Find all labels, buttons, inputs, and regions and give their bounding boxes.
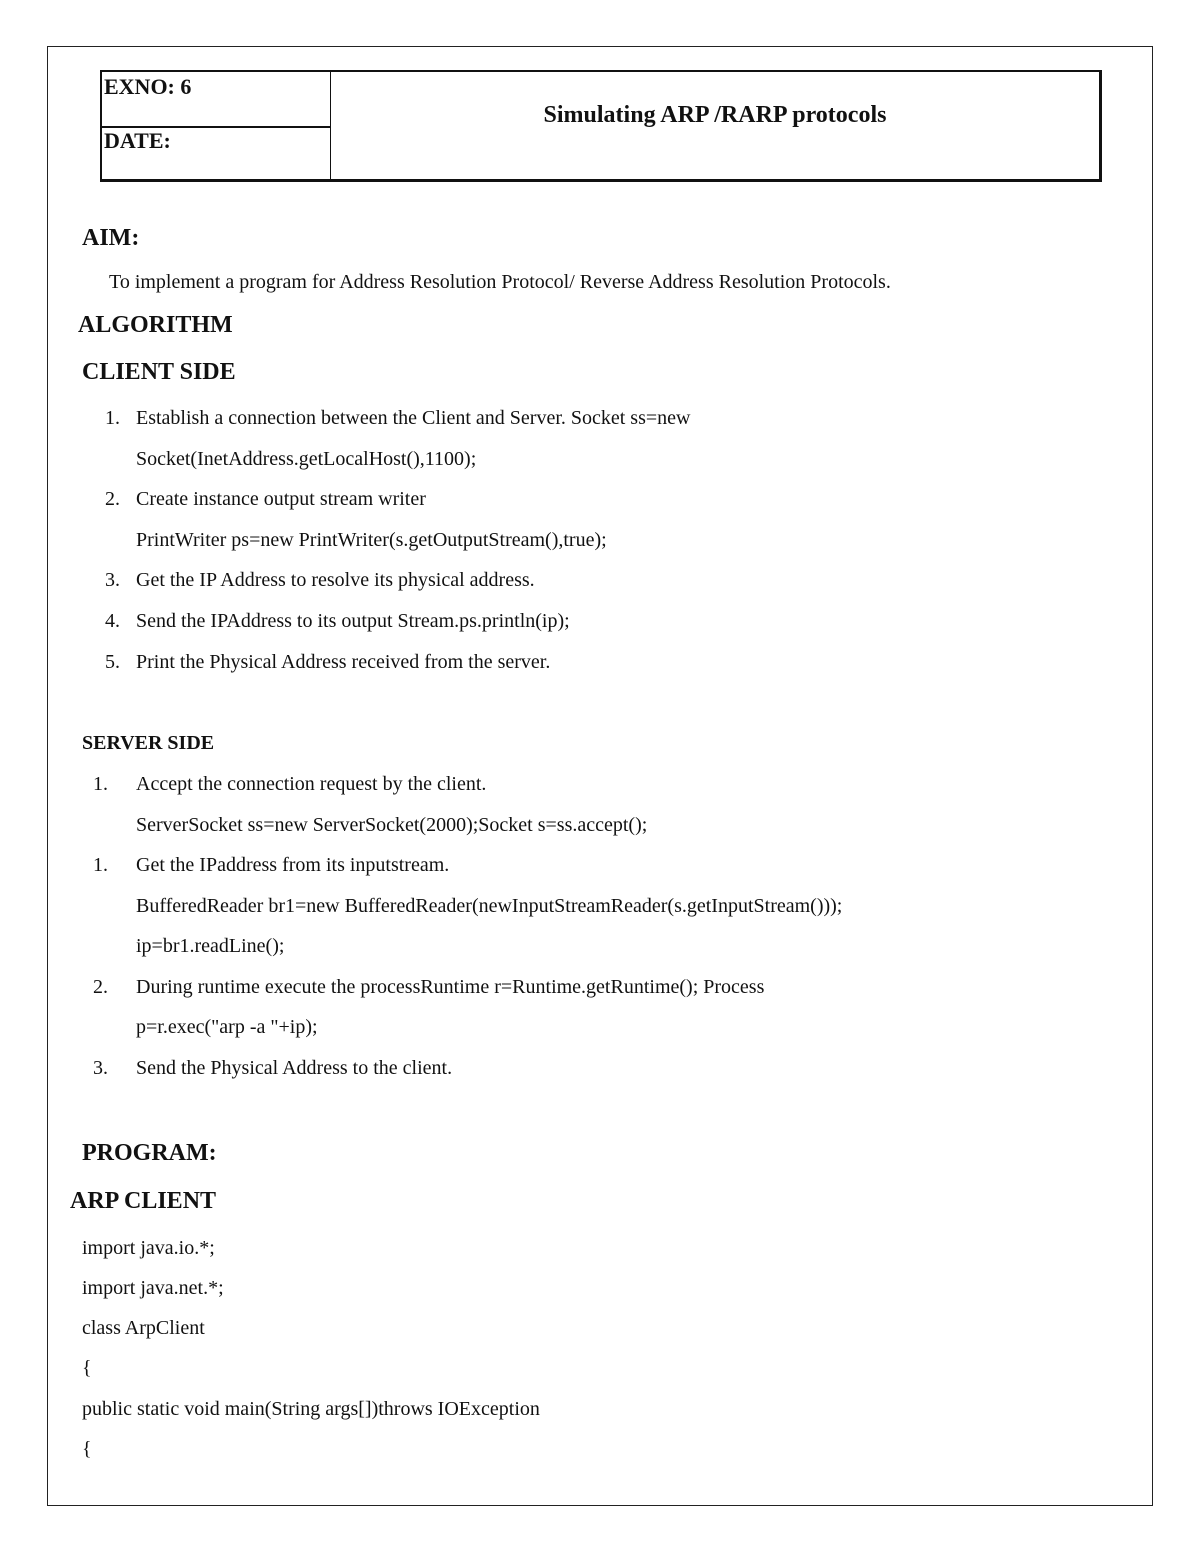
client-step-number: 5. xyxy=(105,651,120,673)
client-step-number: 1. xyxy=(105,407,120,429)
server-step-line: Send the Physical Address to the client. xyxy=(136,1057,453,1079)
exno-label: EXNO: 6 xyxy=(102,74,330,128)
aim-text: To implement a program for Address Resolution Protocol/ Reverse Address Resolution Protocols. xyxy=(109,271,891,293)
client-step-line: Establish a connection between the Client and Server. Socket ss=new xyxy=(136,407,691,429)
server-side-heading: SERVER SIDE xyxy=(82,732,215,754)
client-step-line: Create instance output stream writer xyxy=(136,488,426,510)
code-line: { xyxy=(82,1357,92,1379)
program-heading: PROGRAM: xyxy=(82,1140,217,1166)
server-step-line: During runtime execute the processRuntime r=Runtime.getRuntime(); Process xyxy=(136,976,765,998)
code-line: class ArpClient xyxy=(82,1317,205,1339)
server-step-line: Get the IPaddress from its inputstream. xyxy=(136,854,450,876)
client-step-line: Socket(InetAddress.getLocalHost(),1100); xyxy=(136,448,477,470)
server-step-number: 1. xyxy=(93,854,108,876)
client-step-line: PrintWriter ps=new PrintWriter(s.getOutputStream(),true); xyxy=(136,529,607,551)
server-step-line: BufferedReader br1=new BufferedReader(newInputStreamReader(s.getInputStream())); xyxy=(136,895,843,917)
header-left-column xyxy=(102,72,331,179)
server-step-line: ServerSocket ss=new ServerSocket(2000);Socket s=ss.accept(); xyxy=(136,814,648,836)
server-step-number: 1. xyxy=(93,773,108,795)
client-step-line: Send the IPAddress to its output Stream.ps.println(ip); xyxy=(136,610,570,632)
document-title: Simulating ARP /RARP protocols xyxy=(543,102,887,128)
code-line: import java.net.*; xyxy=(82,1277,224,1299)
server-step-line: p=r.exec("arp -a "+ip); xyxy=(136,1016,318,1038)
code-line: public static void main(String args[])throws IOException xyxy=(82,1398,540,1420)
client-side-heading: CLIENT SIDE xyxy=(82,359,236,385)
client-step-number: 3. xyxy=(105,569,120,591)
aim-heading: AIM: xyxy=(82,225,140,251)
server-step-number: 2. xyxy=(93,976,108,998)
program-subheading: ARP CLIENT xyxy=(70,1188,217,1214)
algorithm-heading: ALGORITHM xyxy=(78,312,233,338)
server-step-line: ip=br1.readLine(); xyxy=(136,935,285,957)
client-step-number: 4. xyxy=(105,610,120,632)
server-step-line: Accept the connection request by the client. xyxy=(136,773,487,795)
client-step-number: 2. xyxy=(105,488,120,510)
client-step-line: Print the Physical Address received from the server. xyxy=(136,651,551,673)
code-line: { xyxy=(82,1438,92,1460)
header-table xyxy=(100,70,1102,182)
code-line: import java.io.*; xyxy=(82,1237,215,1259)
server-step-number: 3. xyxy=(93,1057,108,1079)
date-label: DATE: xyxy=(104,128,171,153)
client-step-line: Get the IP Address to resolve its physical address. xyxy=(136,569,535,591)
